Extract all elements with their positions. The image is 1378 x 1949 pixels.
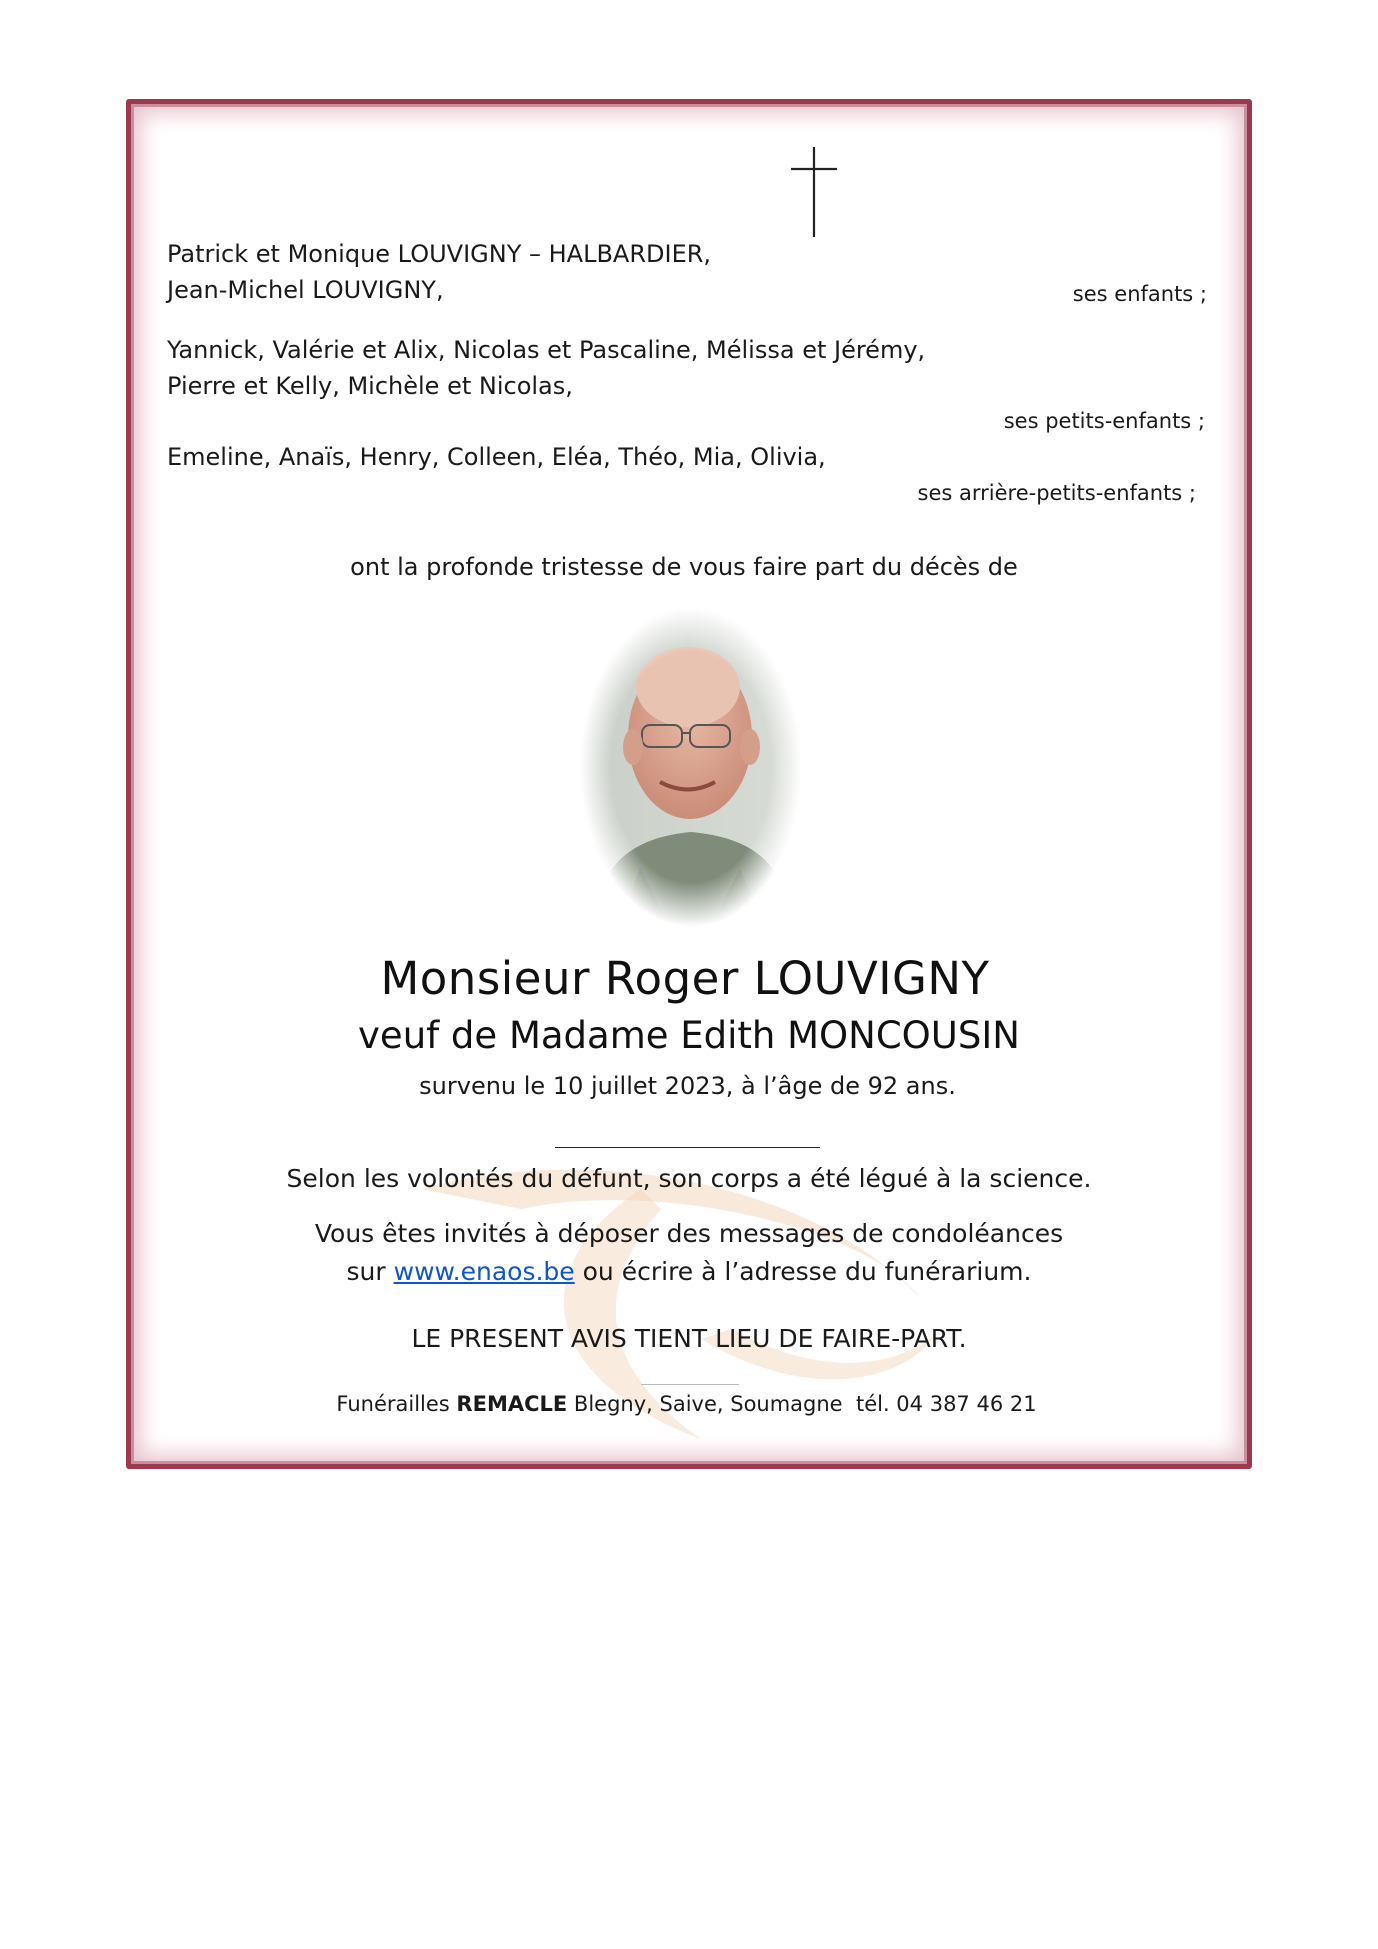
footer-prefix: Funérailles [336, 1392, 450, 1416]
deceased-name: Monsieur Roger LOUVIGNY [380, 952, 990, 1005]
cross-icon [791, 147, 837, 237]
notice-text: LE PRESENT AVIS TIENT LIEU DE FAIRE-PART. [411, 1324, 967, 1353]
widow-of: veuf de Madame Edith MONCOUSIN [358, 1014, 1020, 1057]
obituary-frame [126, 99, 1252, 1469]
footer-locations: Blegny, Saive, Soumagne [573, 1392, 843, 1416]
portrait-photo [580, 607, 802, 927]
great-grandchildren-label: ses arrière-petits-enfants ; [917, 481, 1196, 505]
children-line-2: Jean-Michel LOUVIGNY, [167, 276, 444, 304]
footer-company: REMACLE [456, 1392, 568, 1416]
great-grandchildren-line-1: Emeline, Anaïs, Henry, Colleen, Eléa, Théo, Mia, Olivia, [167, 443, 826, 471]
children-line-1: Patrick et Monique LOUVIGNY – HALBARDIER, [167, 240, 712, 268]
enaos-link[interactable]: www.enaos.be [393, 1257, 575, 1286]
children-label: ses enfants ; [1072, 282, 1207, 306]
condolences-prefix: sur [346, 1257, 386, 1286]
date-age: survenu le 10 juillet 2023, à l’âge de 92 ans. [419, 1072, 956, 1100]
grandchildren-line-2: Pierre et Kelly, Michèle et Nicolas, [167, 372, 573, 400]
divider [555, 1147, 820, 1148]
footer-phone: tél. 04 387 46 21 [855, 1392, 1037, 1416]
grandchildren-label: ses petits-enfants ; [1003, 409, 1205, 433]
announcement-text: ont la profonde tristesse de vous faire part du décès de [350, 553, 1018, 581]
condolences-suffix: ou écrire à l’adresse du funérarium. [582, 1257, 1032, 1286]
science-text: Selon les volontés du défunt, son corps a été légué à la science. [286, 1164, 1092, 1193]
condolences-line-1: Vous êtes invités à déposer des messages de condoléances [314, 1219, 1064, 1248]
footer [126, 1392, 1247, 1416]
condolences-line-2 [131, 1257, 1247, 1286]
footer-divider [641, 1384, 739, 1385]
grandchildren-line-1: Yannick, Valérie et Alix, Nicolas et Pascaline, Mélissa et Jérémy, [167, 336, 926, 364]
